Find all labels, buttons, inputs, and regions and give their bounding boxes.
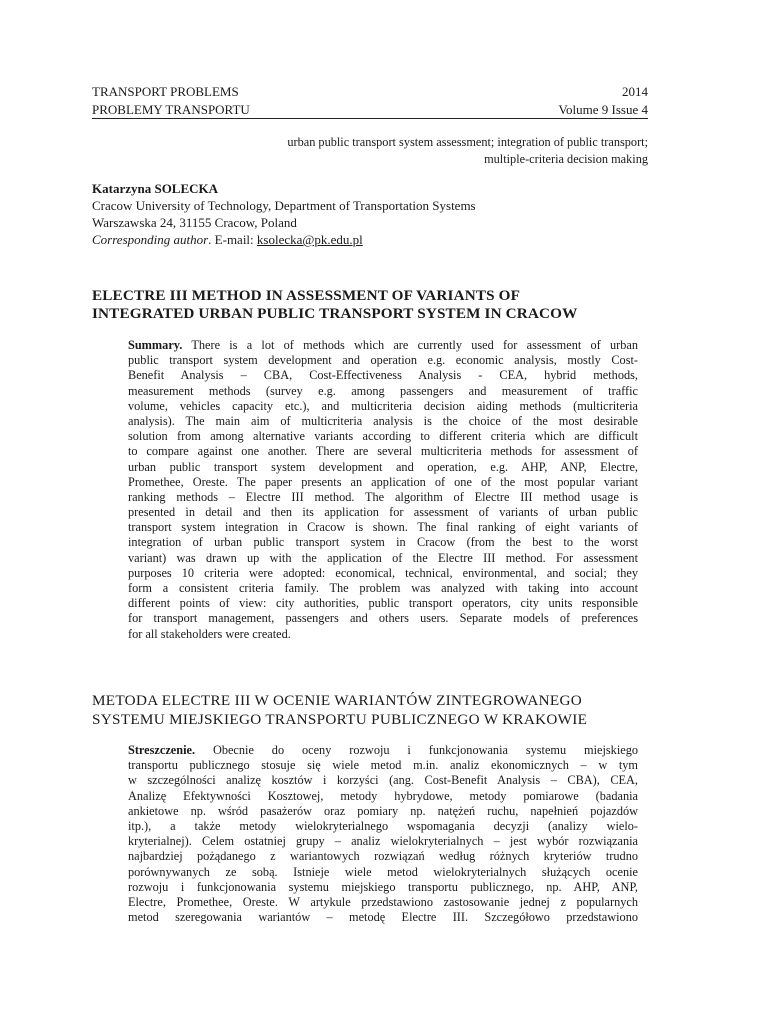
author-email-link[interactable]: ksolecka@pk.edu.pl (256, 232, 363, 247)
streszczenie-line: ankietowe np. wśród pasażerów oraz pomiary np. natężeń ruchu, napełnień pojazdów (128, 803, 638, 818)
keywords (168, 134, 648, 168)
author-affiliation: Cracow University of Technology, Department of Transportation Systems (92, 198, 476, 213)
summary-pl (128, 743, 638, 925)
streszczenie-line: kryterialnej). Celem ostatniej grupy – analiz wielokryterialnych – jest wybór rozwiązania (128, 834, 638, 849)
summary-line: form a consistent criteria family. The problem was analyzed with taking into account (128, 581, 638, 595)
streszczenie-line: Electre, Promethee, Oreste. W artykule przedstawiono zastosowanie jednej z popularnych (128, 894, 638, 909)
journal-volume: Volume 9 Issue 4 (558, 102, 648, 117)
journal-year: 2014 (622, 84, 648, 99)
streszczenie-line: itp.), a także metody wielokryterialnego wspomagania decyzji (analizy wielo- (128, 818, 638, 833)
summary-line: variant) was drawn up with the application of the Electre III method. For assessment (128, 550, 638, 565)
author-block (92, 180, 476, 248)
author-contact (92, 231, 476, 248)
summary-line: Promethee, Oreste. The paper presents an application of one of the most popular variant (128, 474, 638, 489)
header-divider (92, 118, 648, 119)
paper-title-pl-line: SYSTEMU MIEJSKIEGO TRANSPORTU PUBLICZNEGO W KRAKOWIE (92, 711, 588, 728)
paper-title-pl-line: METODA ELECTRE III W OCENIE WARIANTÓW ZINTEGROWANEGO (92, 692, 583, 709)
summary-line: purposes 10 criteria were adopted: economical, technical, environmental, and social; they (128, 565, 638, 580)
summary-line: volume, vehicles capacity etc.), and multicriteria decision aiding methods (multicriteria (128, 398, 638, 413)
summary-line: transport system integration in Cracow is shown. The final ranking of eight variants of (128, 520, 638, 535)
summary-en (128, 338, 638, 642)
author-address: Warszawska 24, 31155 Cracow, Poland (92, 215, 297, 230)
summary-line: ranking methods – Electre III method. The algorithm of Electre III method usage is (128, 489, 638, 504)
streszczenie-line: w szczególności analizę kosztów i korzyści (ang. Cost-Benefit Analysis – CBA), CEA, (128, 773, 638, 788)
summary-line: public transport system development and operation e.g. economic analysis, mostly Cost- (128, 353, 638, 368)
summary-line: to compare against one another. There are several multicriteria methods for assessment of (128, 444, 638, 459)
corresponding-author-label: Corresponding author (92, 232, 209, 247)
streszczenie-label: Streszczenie. (128, 743, 196, 757)
journal-title-pl: PROBLEMY TRANSPORTU (92, 102, 250, 117)
summary-line: for transport management, passengers and others users. Separate models of preferences (128, 611, 638, 626)
streszczenie-line: metod szeregowania wariantów – metodę Electre III. Szczegółowo przedstawiono (128, 910, 638, 925)
summary-line: analysis). The main aim of multicriteria analysis is the choice of the most desirable (128, 413, 638, 428)
summary-label: Summary. (128, 338, 183, 352)
summary-line: Benefit Analysis – CBA, Cost-Effectiveness Analysis - CEA, hybrid methods, (128, 368, 638, 383)
summary-line: measurement methods (survey e.g. among passengers and measurement of traffic (128, 383, 638, 398)
paper-title-en-line: ELECTRE III METHOD IN ASSESSMENT OF VARIANTS OF (92, 287, 521, 304)
streszczenie-line: Analizę Efektywności Kosztowej, metody hybrydowe, metody pomiarowe (badania (128, 788, 638, 803)
author-name: Katarzyna SOLECKA (92, 181, 219, 196)
summary-line (128, 338, 638, 353)
summary-line: for all stakeholders were created. (128, 626, 291, 641)
paper-title-en (92, 287, 652, 323)
keywords-line: multiple-criteria decision making (484, 152, 648, 166)
streszczenie-line: rozwoju i funkcjonowania systemu miejskiego transportu publicznego, np. AHP, ANP, (128, 879, 638, 894)
streszczenie-line (128, 743, 638, 758)
summary-line: urban public transport system development and operation, e.g. AHP, ANP, Electre, (128, 459, 638, 474)
summary-line: solution from among alternative variants according to different criteria which are difficult (128, 429, 638, 444)
summary-line-text: There is a lot of methods which are currently used for assessment of urban (182, 338, 638, 352)
paper-title-pl (92, 691, 652, 729)
streszczenie-line: transportu publicznego stosuje się wiele metod m.in. analiz ekonomicznych – w tym (128, 758, 638, 773)
paper-title-en-line: INTEGRATED URBAN PUBLIC TRANSPORT SYSTEM IN CRACOW (92, 305, 578, 322)
summary-line: presented in detail and then its application for assessment of variants of urban public (128, 505, 638, 520)
journal-title-en: TRANSPORT PROBLEMS (92, 84, 239, 99)
journal-header-row-2 (92, 102, 648, 118)
streszczenie-line: najbardziej pożądanego z wariantowych rozwiązań według różnych kryteriów trudno (128, 849, 638, 864)
summary-line: different points of view: city authorities, public transport operators, city units responsible (128, 596, 638, 611)
streszczenie-line: porównywanych ze sobą. Istnieje wiele metod wielokryterialnych służących ocenie (128, 864, 638, 879)
summary-line: integration of urban public transport system in Cracow (from the best to the worst (128, 535, 638, 550)
email-label: . E-mail: (208, 232, 257, 247)
keywords-line: urban public transport system assessment; integration of public transport; (287, 135, 648, 149)
streszczenie-line-text: Obecnie do oceny rozwoju i funkcjonowania systemu miejskiego (195, 743, 638, 757)
journal-header-row-1 (92, 84, 648, 100)
